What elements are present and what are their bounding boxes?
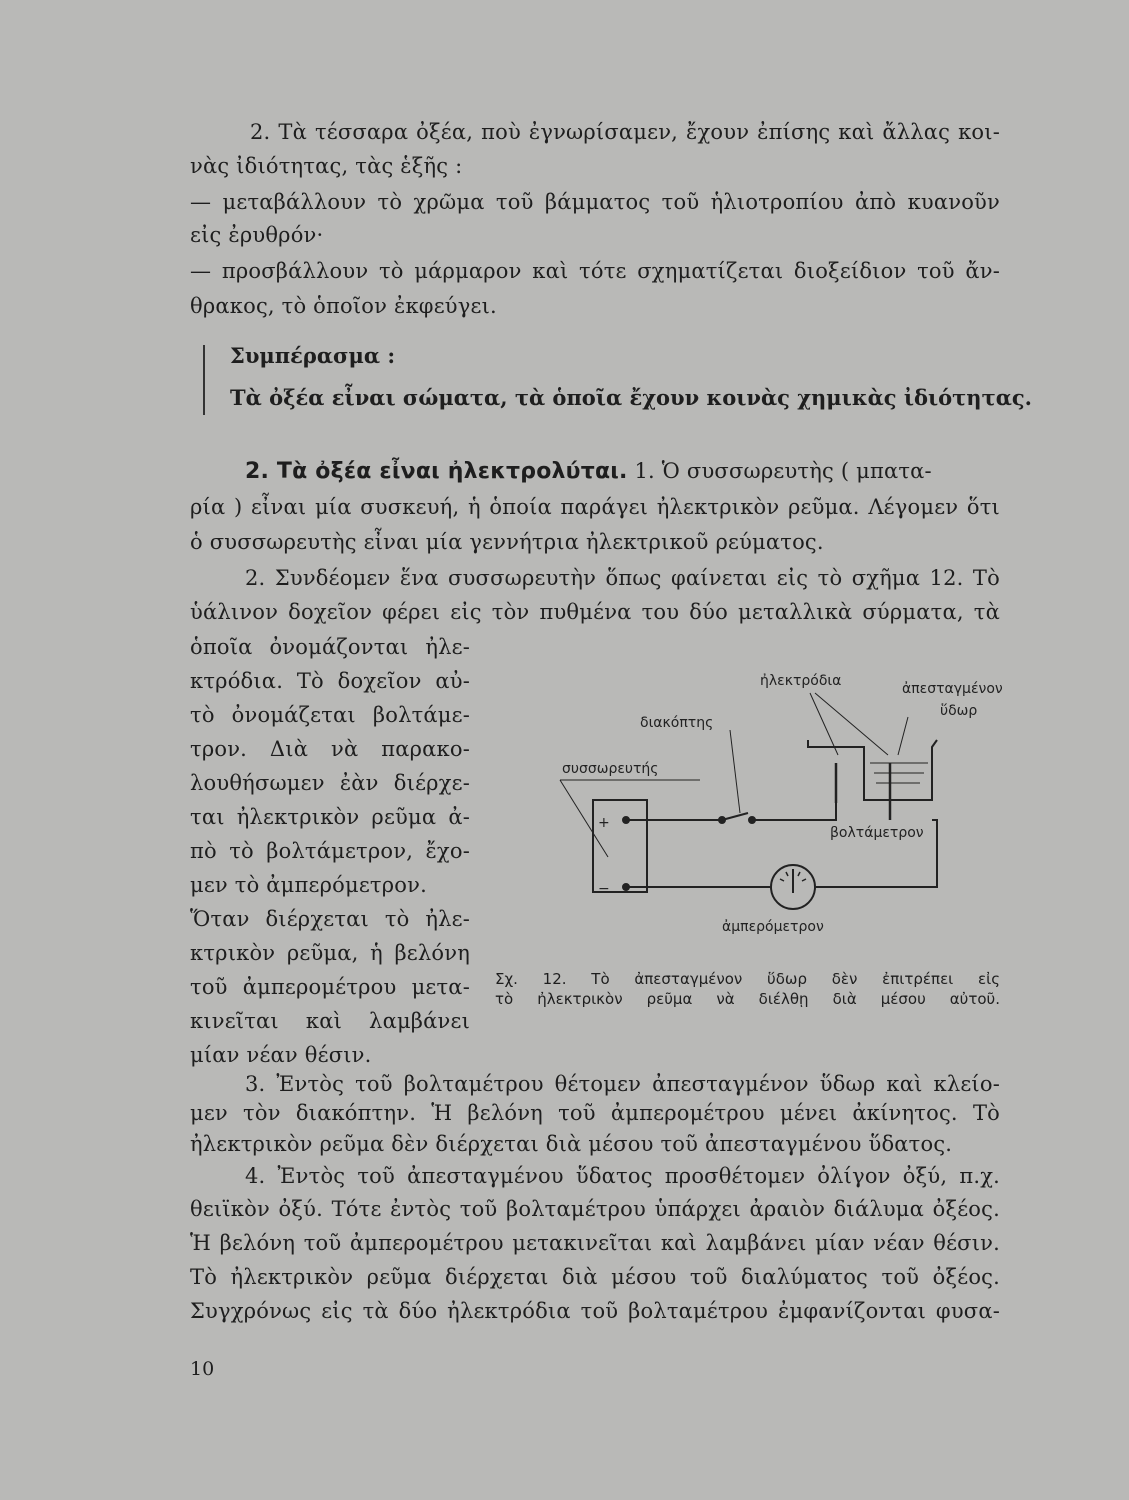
page-number: 10 [190,1358,215,1380]
text-line: θειϊκὸν ὀξύ. Τότε ἐντὸς τοῦ βολταμέτρου ὑπάρχει ἀραιὸν διάλυμα ὀξέος. [190,1197,1000,1221]
narrow-line: ται ἠλεκτρικὸν ρεῦμα ἀ- [190,805,470,829]
label-switch: διακόπτης [640,715,714,731]
text-line: ἠλεκτρικὸν ρεῦμα δὲν διέρχεται διὰ μέσου τοῦ ἀπεσταγμένου ὕδατος. [190,1132,953,1156]
section-heading: 2. Τὰ ὀξέα εἶναι ἠλεκτρολύται. [245,459,628,484]
narrow-line: τὸ ὀνομάζεται βολτάμε- [190,703,470,727]
text-line: 2. Τὰ τέσσαρα ὀξέα, ποὺ ἐγνωρίσαμεν, ἔχουν ἐπίσης καὶ ἄλλας κοι- [250,120,1000,144]
narrow-line: μεν τὸ ἀμπερόμετρον. [190,873,427,897]
text-line: Συγχρόνως εἰς τὰ δύο ἠλεκτρόδια τοῦ βολταμέτρου ἐμφανίζονται φυσα- [190,1299,1000,1323]
label-minus: − [598,881,610,897]
label-battery: συσσωρευτής [562,761,659,777]
circuit-figure [490,655,1050,955]
narrow-line: τοῦ ἀμπερομέτρου μετα- [190,975,470,999]
conclusion-bar [203,345,205,415]
text-line: — μεταβάλλουν τὸ χρῶμα τοῦ βάμματος τοῦ ἡλιοτροπίου ἀπὸ κυανοῦν [190,190,1000,214]
narrow-line: τρον. Διὰ νὰ παρακο- [190,737,470,761]
narrow-line: λουθήσωμεν ἐὰν διέρχε- [190,771,470,795]
wire-top-right [752,803,836,820]
text-line: Τὸ ἠλεκτρικὸν ρεῦμα διέρχεται διὰ μέσου τοῦ διαλύματος τοῦ ὀξέος. [190,1265,1000,1289]
narrow-line: κτρόδια. Τὸ δοχεῖον αὐ- [190,669,470,693]
water-pointer [898,717,908,755]
text-line: 3. Ἐντὸς τοῦ βολταμέτρου θέτομεν ἀπεσταγμένον ὕδωρ καὶ κλείο- [245,1072,1000,1096]
switch-pointer [730,730,740,813]
label-ammeter: ἀμπερόμετρον [722,919,824,935]
text-line: νὰς ἰδιότητας, τὰς ἑξῆς : [190,154,463,178]
label-voltameter: βολτάμετρον [830,825,924,841]
conclusion-title: Συμπέρασμα : [230,343,396,368]
text-line: 2. Συνδέομεν ἕνα συσσωρευτὴν ὅπως φαίνεται εἰς τὸ σχῆμα 12. Τὸ [245,566,1000,590]
text-line: μεν τὸν διακόπτην. Ἡ βελόνη τοῦ ἀμπερομέτρου μένει ἀκίνητος. Τὸ [190,1101,1000,1125]
narrow-line: Ὅταν διέρχεται τὸ ἠλε- [190,907,470,931]
text-line: Ἡ βελόνη τοῦ ἀμπερομέτρου μετακινεῖται καὶ λαμβάνει μίαν νέαν θέσιν. [190,1231,1000,1255]
water-lines [870,763,928,783]
narrow-line: ὁποῖα ὀνομάζονται ἠλε- [190,635,470,659]
voltameter-vessel [808,740,937,800]
text-line: εἰς ἐρυθρόν· [190,223,324,247]
switch-pivot [719,817,725,823]
section-first-line [245,455,1000,487]
text-line: 4. Ἐντὸς τοῦ ἀπεσταγμένου ὕδατος προσθέτομεν ὀλίγον ὀξύ, π.χ. [245,1164,1000,1188]
narrow-line: κτρικὸν ρεῦμα, ἡ βελόνη [190,941,470,965]
figure-caption-line1: Σχ. 12. Τὸ ἀπεσταγμένον ὕδωρ δὲν ἐπιτρέπει εἰς [495,970,1000,988]
text-line: — προσβάλλουν τὸ μάρμαρον καὶ τότε σχηματίζεται διοξείδιον τοῦ ἄν- [190,259,1000,283]
narrow-line: πὸ τὸ βολτάμετρον, ἔχο- [190,839,470,863]
section-heading-rest: 1. Ὁ συσσωρευτὴς ( μπατα- [627,459,932,483]
text-line: ὑάλινον δοχεῖον φέρει εἰς τὸν πυθμένα του δύο μεταλλικὰ σύρματα, τὰ [190,600,1000,624]
label-plus: + [598,815,610,831]
electrodes-pointer [810,693,888,755]
label-distilled: ἀπεσταγμένον [902,681,1003,697]
text-line: ὁ συσσωρευτὴς εἶναι μία γεννήτρια ἠλεκτρικοῦ ρεύματος. [190,530,824,554]
label-electrodes: ἠλεκτρόδια [760,673,842,689]
text-line: θρακος, τὸ ὁποῖον ἐκφεύγει. [190,294,497,318]
text-line: ρία ) εἶναι μία συσκευή, ἡ ὁποία παράγει ἠλεκτρικὸν ρεῦμα. Λέγομεν ὅτι [190,495,1000,519]
label-water: ὕδωρ [940,703,978,719]
narrow-line: μίαν νέαν θέσιν. [190,1043,372,1067]
conclusion-text: Τὰ ὀξέα εἶναι σώματα, τὰ ὁποῖα ἔχουν κοινὰς χημικὰς ἰδιότητας. [230,385,1032,410]
narrow-line: κινεῖται καὶ λαμβάνει [190,1009,470,1033]
switch-lever [722,813,748,820]
figure-caption-line2: τὸ ἠλεκτρικὸν ρεῦμα νὰ διέλθῃ διὰ μέσου αὐτοῦ. [495,990,1000,1008]
